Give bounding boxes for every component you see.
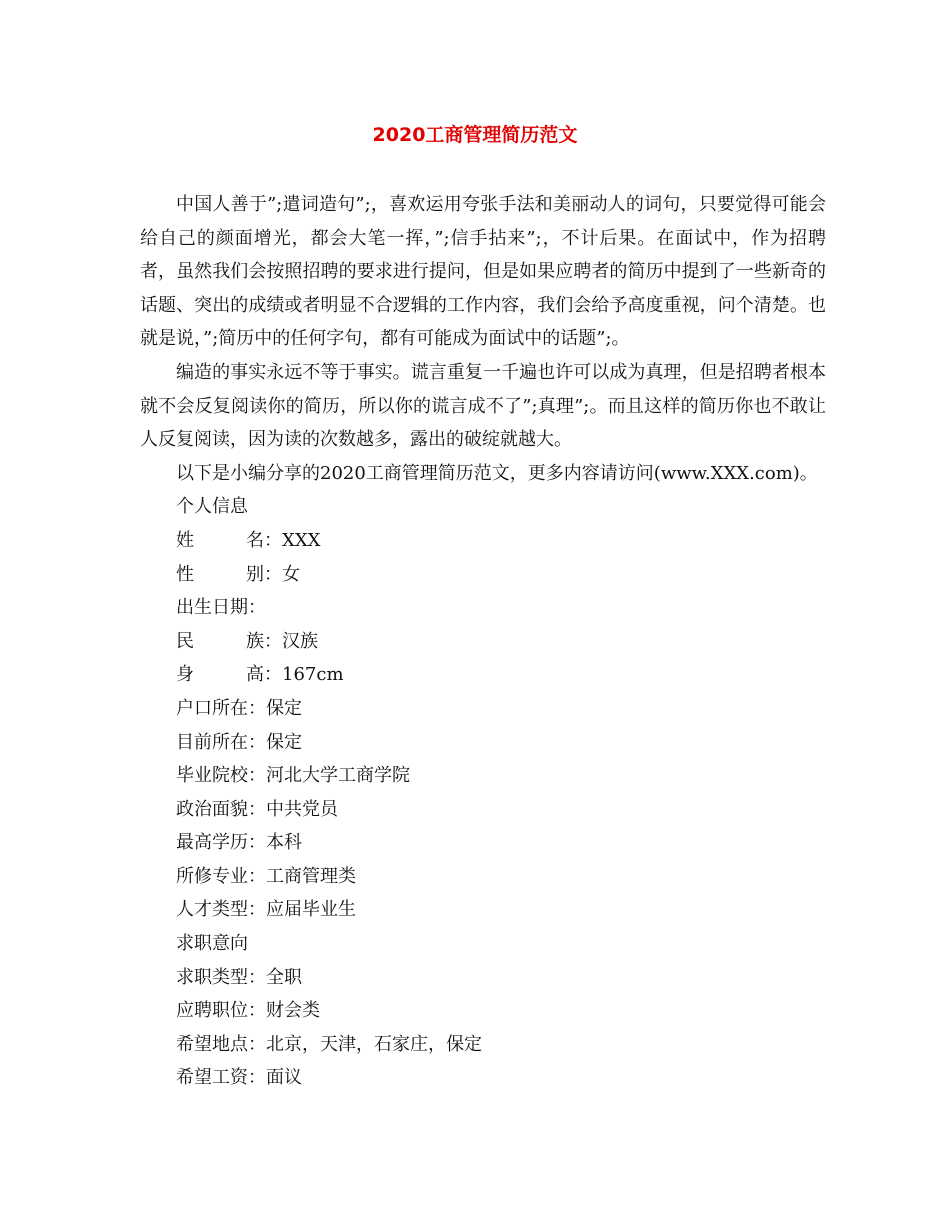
field-separator: ： (248, 1067, 266, 1089)
field-label: 姓名 (176, 529, 264, 551)
field-row-political-status (140, 793, 826, 827)
field-row-job-type (140, 961, 826, 995)
field-value: 女 (282, 563, 300, 585)
intro-paragraph-3: 以下是小编分享的2020工商管理简历范文，更多内容请访问(www.XXX.com)。 (176, 462, 818, 484)
field-label: 最高学历 (176, 832, 248, 854)
document-title: 2020工商管理简历范文 (372, 124, 578, 146)
field-row-height (140, 658, 826, 692)
field-separator: ： (248, 899, 266, 921)
field-value: 汉族 (282, 630, 318, 652)
field-separator: ： (248, 765, 266, 787)
field-label: 性别 (176, 563, 264, 585)
field-separator: ： (248, 832, 266, 854)
field-separator: ： (248, 798, 266, 820)
field-separator: ： (248, 865, 266, 887)
field-value: 应届毕业生 (266, 899, 356, 921)
field-value: 保定 (266, 731, 302, 753)
document-body (140, 188, 826, 1095)
field-value: 本科 (266, 832, 302, 854)
field-row-desired-salary (140, 1061, 826, 1095)
field-separator: ： (264, 529, 282, 551)
field-separator: ： (248, 597, 266, 619)
field-value: 面议 (266, 1067, 302, 1089)
field-label: 希望地点 (176, 1033, 248, 1055)
field-value: 河北大学工商学院 (266, 765, 410, 787)
field-row-major (140, 860, 826, 894)
field-label: 所修专业 (176, 865, 248, 887)
field-label: 身高 (176, 664, 264, 686)
field-row-birth-date (140, 591, 826, 625)
field-row-desired-location (140, 1028, 826, 1062)
field-separator: ： (248, 731, 266, 753)
field-row-ethnicity (140, 625, 826, 659)
field-separator: ： (248, 966, 266, 988)
field-label: 应聘职位 (176, 1000, 248, 1022)
intro-paragraph-1: 中国人善于”;遣词造句”;，喜欢运用夸张手法和美丽动人的词句，只要觉得可能会给自己的颜面增光，都会大笔一挥，”;信手拈来”;，不计后果。在面试中，作为招聘者，虽然我们会按照招聘的要求进行提问，但是如果应聘者的简历中提到了一些新奇的话题、突出的成绩或者明显不合逻辑的工作内容，我们会给予高度重视，问个清楚。也就是说，”;简历中的任何字句，都有可能成为面试中的话题”;。 (140, 194, 826, 350)
field-separator: ： (264, 563, 282, 585)
field-separator: ： (248, 1000, 266, 1022)
field-value: 保定 (266, 697, 302, 719)
field-row-talent-type (140, 893, 826, 927)
field-value: 工商管理类 (266, 865, 356, 887)
field-label: 希望工资 (176, 1067, 248, 1089)
field-label: 民族 (176, 630, 264, 652)
field-separator: ： (264, 664, 282, 686)
field-row-current-location (140, 726, 826, 760)
field-value: XXX (282, 529, 321, 551)
field-label: 户口所在 (176, 697, 248, 719)
section-heading-personal-info: 个人信息 (176, 496, 248, 518)
field-label: 毕业院校 (176, 765, 248, 787)
field-label: 人才类型 (176, 899, 248, 921)
field-row-education (140, 826, 826, 860)
field-separator: ： (248, 1033, 266, 1055)
field-row-gender (140, 558, 826, 592)
field-separator: ： (248, 697, 266, 719)
field-separator: ： (264, 630, 282, 652)
field-label: 政治面貌 (176, 798, 248, 820)
field-label: 目前所在 (176, 731, 248, 753)
field-value: 中共党员 (266, 798, 338, 820)
field-value: 167cm (282, 664, 344, 686)
field-value: 财会类 (266, 1000, 320, 1022)
field-row-household (140, 692, 826, 726)
field-row-position (140, 994, 826, 1028)
intro-paragraph-2: 编造的事实永远不等于事实。谎言重复一千遍也许可以成为真理，但是招聘者根本就不会反复阅读你的简历，所以你的谎言成不了”;真理”;。而且这样的简历你也不敢让人反复阅读，因为读的次数越多，露出的破绽就越大。 (140, 361, 826, 451)
section-heading-job-intention: 求职意向 (176, 933, 248, 955)
field-value: 全职 (266, 966, 302, 988)
field-label: 求职类型 (176, 966, 248, 988)
field-row-name (140, 524, 826, 558)
field-value: 北京，天津，石家庄，保定 (266, 1033, 482, 1055)
field-label: 出生日期 (176, 597, 248, 619)
field-row-school (140, 759, 826, 793)
